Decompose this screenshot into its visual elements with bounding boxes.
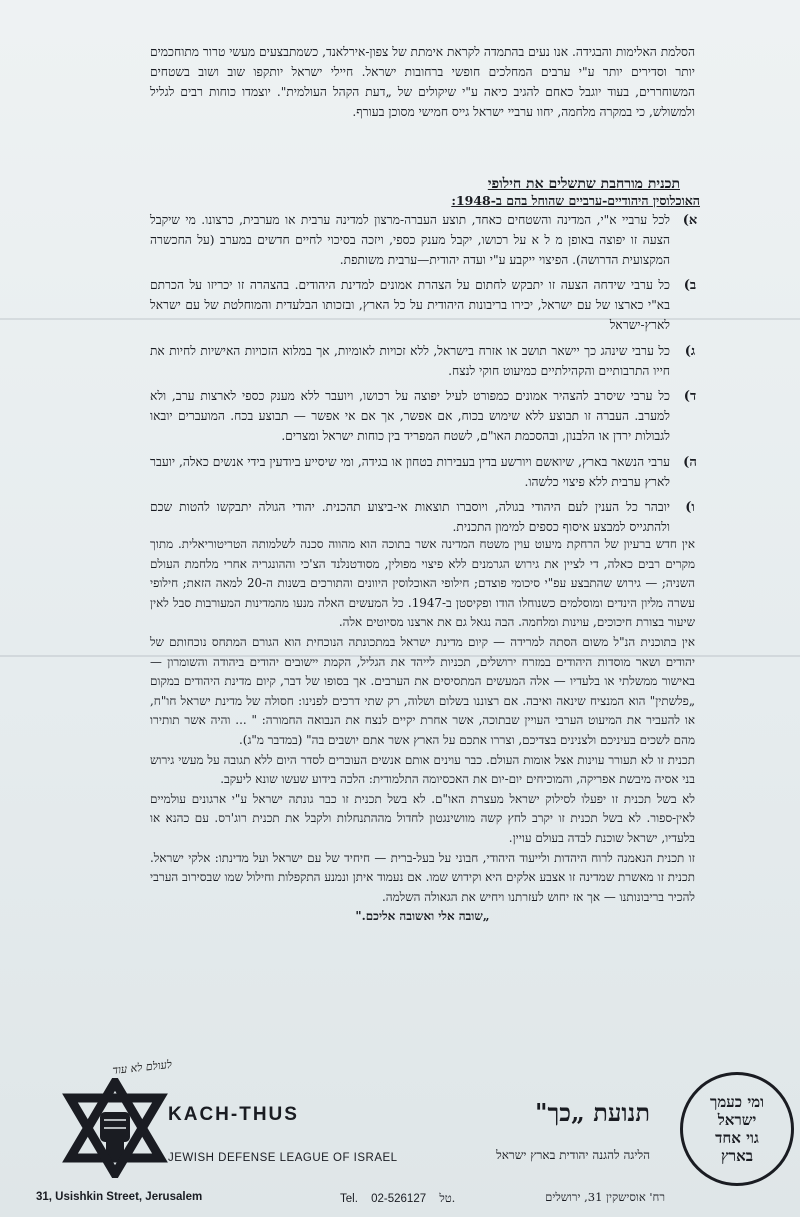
circular-seal (680, 1072, 794, 1186)
item-text: יובהר כל הענין לעם היהודי בגולה, ויוסברו תוצאות אי-ביצוע תהכנית. יהודי הגולה יתבקשו להטות שכם ולהתגייס למבצע איסוף כספים למימון התכנית. (150, 500, 670, 535)
tel-label-hebrew: טל. (439, 1191, 456, 1205)
address-english: 31, Usishkin Street, Jerusalem (36, 1191, 203, 1203)
org-name-english: KACH-THUS (168, 1104, 299, 1125)
closing-paragraph: לא בשל תכנית זו יפעלו לסילוק ישראל מעצרת האו"ם. לא בשל תכנית זו כבר גונתה ישראל ע"י ארגונים עולמיים לאין-ספור. לא בשל תכנית זו יקרב לחץ קשה מוושינגטון לחדול מההתנחלות ולקבל את תכנית רוג'רס. עם כהנא או בלעדיו, ישראל שוכנת לבדה בעולם עויין. (150, 791, 695, 845)
org-subtitle-english: JEWISH DEFENSE LEAGUE OF ISRAEL (168, 1152, 398, 1164)
plan-item (150, 498, 710, 538)
item-mark: ב) (683, 278, 697, 294)
seal-line: בארץ (720, 1147, 754, 1165)
intro-paragraph (150, 42, 695, 122)
tel-label: Tel. (340, 1193, 358, 1205)
closing-paragraph: אין בתוכנית הנ"ל משום הסתה למרידה — קיום מדינת ישראל במתכונתה הנוכחית הוא הגורם המתחס נוכחותם של יהודים ושאר מוסדות היהודים במזרח ירושלים, תכניות לייהד את הגליל, הקמת יישובים יהודים ביהודה והשומרון — באישור ממשלתי או בלעדיו — אלה המעשים המתסיסים את הערבים. אך בסופו של דבר, קיום מדינת היהודים במקום „פלשתין" הוא המנציח שינאה ואיבה. אם רצוננו בשלום ושלוה, רק שתי דרכים לפנינו: חסולה של מדינת ישראל חו"ח, או להעביר את המיעוט הערבי העויין שבתוכה, אשר אחרת יקיים לנצח את הנבואה החמורה: " ... והיה אשר תותירו מהם לשכים בעיניכם ולצנינים בצדיכם, וצררו אתכם על הארץ אשר אתם יושבים בה" (במדבר מ"ג). (150, 634, 695, 747)
telephone (340, 1191, 455, 1205)
logo-slogan: לעולם לא עוד (111, 1057, 173, 1078)
item-text: כל ערבי שידחה הצעה זו יתבקש לחתום על הצהרת אמונים למדינת היהודים. בהצהרה זו יכריזו על הכרתם בא"י כארצו של עם ישראל, יכירו בריבונות היהודית על כל הארץ, ובזכותו הבלעדית והמוחלטת של עם ישראל לארץ-ישראל (150, 278, 670, 332)
item-text: לכל ערביי א"י, המדינה והשטחים כאחד, תוצע העברה-מרצון למדינה ערבית או מערבית, כרצונו. מי שיקבל הצעה זו יפוצה באופן מ ל א על רכושו, יקבל מענק כספי, ויזכה בסיכוי לחיים חדשים במערב (על החכשרה המקצועית הדרושה). הפיצוי ייקבע ע"י ועדה יהודית—ערבית משותפת. (150, 213, 670, 267)
seal-line: גוי אחד (715, 1129, 759, 1147)
plan-item (150, 453, 710, 493)
item-mark: ד) (683, 389, 697, 405)
item-mark: ג) (684, 343, 696, 359)
item-mark: ה) (683, 454, 697, 470)
org-subtitle-hebrew: הליגה להגנה יהודית בארץ ישראל (496, 1148, 650, 1162)
tel-number: 02-526127 (371, 1193, 427, 1205)
item-mark: א) (682, 213, 698, 228)
item-text: ערבי הנשאר בארץ, שיואשם ויורשע בדין בעבירות בטחון או בגידה, ומי שיסייע ביודעין בידי אנשים כאלה, יועבר לארץ ערבית ללא פיצוי כלשהו. (150, 454, 670, 489)
seal-line: ומי כעמך (710, 1093, 764, 1111)
plan-subtitle: האוכלוסין היהודיים-ערביים שהוחל בהם ב-1948: (451, 193, 700, 208)
plan-items (150, 211, 710, 544)
item-mark: ו) (685, 500, 695, 516)
plan-title: תכנית מורחבת שתשלים את חילופי (487, 176, 680, 192)
closing-paragraph: זו תכנית הנאמנה לרוח היהדות ולייעוד היהודי, חבוני על בעל-ברית — חיחיד של עם ישראל ועל מדינתו: אלקי ישראל. תכנית זו מאשרת שמדינה זו אצבע אלקים היא וקידוש שמו. אם נעמוד איתן ונמנע התקפלות וחילול שמו שבסירוב הערבי להכיר בריבונותנו — אך אז יחוש לעזרתנו ויחיש את הגאולה השלמה. (150, 850, 695, 904)
plan-item (150, 211, 710, 270)
bleed-through-text (130, 0, 690, 24)
closing-paragraph: אין חדש ברעיון של הרחקת מיעוט עוין משטח המדינה אשר בתוכה הוא מהווה סכנה לשלמותה הטריטוריאלית. מתוך מקרים רבים כאלה, די לציין את גירוש הגרמנים ללא פיצוי מפולין, מסודטנלנד הצ'כי וההונגריה אחרי מלחמת העולם השניה; — גירוש שהתבצע עפ"י סיכומי פוצדם; חילופי האוכלוסין היוונים והתורכים בשנות ה-20 למאה הזאת; חילופי עשרה מליון הינדים ומוסלמים כשנוחלו הודו ופקיסטן ב-1947. כל המעשים האלה מנעו מהמדינות המעורבות סבל לאין שיעור בצורת חיכוכים, עוינות ומלחמה. הבה נגאל גם את ארצנו מסיוטים אלה. (150, 537, 696, 630)
plan-item (150, 342, 710, 382)
closing-verse: „שובה אלי ואשובה אליכם." (355, 909, 490, 924)
plan-item (150, 387, 710, 446)
intro-text: הסלמת האלימות והבגידה. אנו נעים בהתמדה לקראת אימתת של צפון-אירלאנד, כשמתבצעים מעשי טרור מתוחכמים יותר וסדירים יותר ע"י ערבים המחלכים חופשי ברחובות ישראל. חיילי ישראל יותקפו שוב ושוב בשטחים המשוחררים, בעוד יוגבל כאחם להגיב כיאה ע"י שיקולים של „דעת הקהל העולמית". יוצמדו כוחות רבים לגליל ולמשולש, כי במקרה מלחמה, יחוו ערביי ישראל גייס חמישי מסוכן בעורף. (150, 45, 695, 119)
star-of-david-fist-logo-icon (60, 1078, 170, 1178)
closing-section (150, 535, 695, 927)
item-text: כל ערבי שינהג כך יישאר תושב או אזרח בישראל, ללא זכויות לאומיות, אך במלוא הזכויות האישיות לחיות את חייו התרבותיים והקהילתיים כמיעוט חוקי לנצח. (150, 343, 670, 378)
org-name-hebrew: תנועת „כך" (535, 1098, 650, 1127)
plan-item (150, 276, 710, 335)
item-text: כל ערבי שיסרב להצהיר אמונים כמפורט לעיל יפוצה על רכושו, ויועבר ללא מענק כספי לארצות ערב, ולא למערב. העברה זו תבוצע ללא שימוש בכוח, אם אפשר, אך אם אי אפשר — תבוצע בכח. המועברים יובאו לגבולות ירדן או הלבנון, ובהסכמת האו"ם, לשטח המפריד בין כוחות ישראל ומצרים. (150, 389, 670, 443)
address-hebrew: רח' אוסישקין 31, ירושלים (545, 1190, 665, 1204)
letterhead-footer (0, 1057, 800, 1217)
seal-line: ישראל (717, 1111, 757, 1129)
closing-paragraph: תכנית זו לא תעורר עוינות אצל אומות העולם. כבר עוינים אותם אנשים העוברים לסדר היום ללא תגובה על מעשי גירוש בני אסיה מיבשת אפריקה, והמוכיחים יום-יום את האכסיומה התלמודית: הלכה בידוע שעשו שונא ליעקב. (150, 752, 695, 787)
